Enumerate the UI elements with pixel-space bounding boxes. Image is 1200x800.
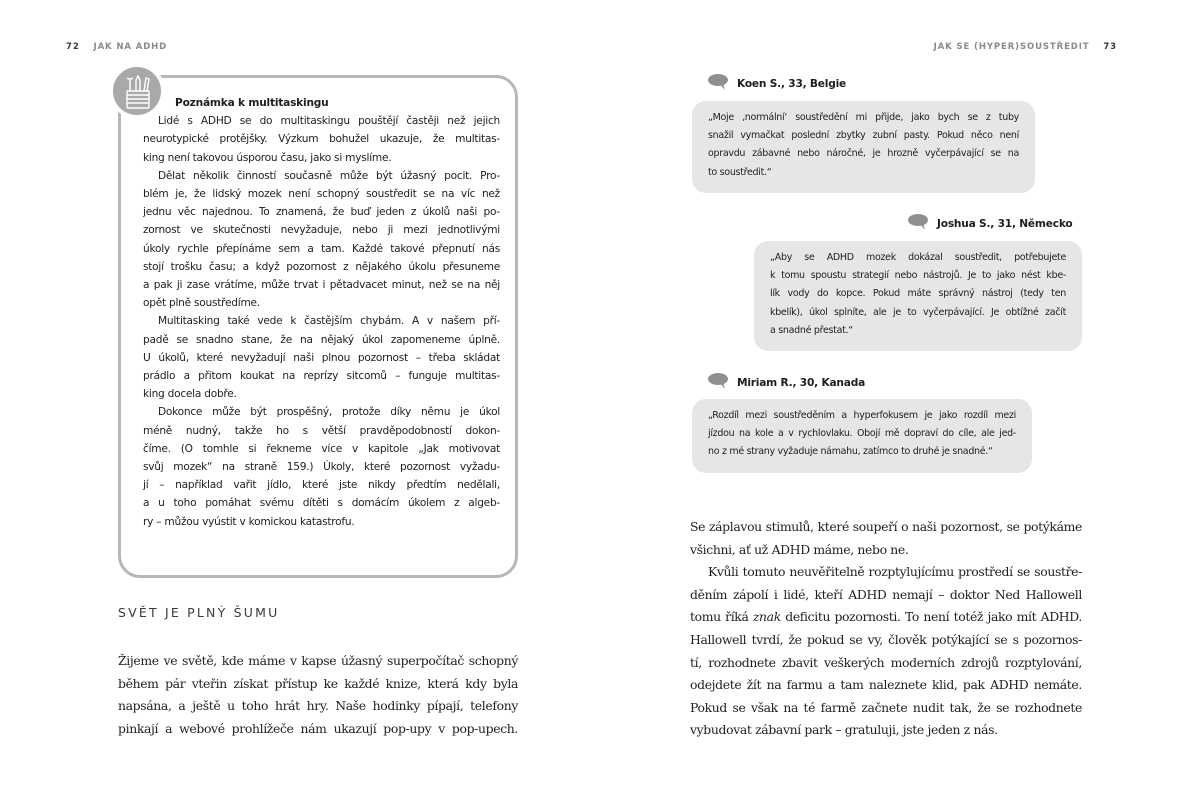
- text-line: úkoly rychle přepínáme sem a tam. Každé takové přepnutí nás: [143, 242, 500, 255]
- note-paragraph: [143, 403, 500, 530]
- running-head-left: [66, 42, 167, 52]
- quote-author: Joshua S., 31, Německo: [937, 218, 1073, 230]
- text-line: king není takovou úsporou času, jako si myslíme.: [143, 151, 392, 164]
- running-head-right: [934, 42, 1117, 52]
- text-line: děním zápolí i lidé, kteří ADHD nemají – doktor Ned Hallowell: [690, 586, 1082, 602]
- text-line: kbelík), úkol splníte, ale je to vyčerpávající. Je obtížné začít: [770, 306, 1066, 318]
- text-line: jízdou na kole a v rychlovlaku. Obojí mě dopraví do cíle, ale jed-: [708, 428, 1016, 440]
- emphasized-word: znak: [752, 609, 781, 625]
- chapter-title: JAK NA ADHD: [93, 42, 168, 52]
- text-line: Kvůli tomuto neuvěřitelně rozptylujícímu prostředí se soustře-: [708, 564, 1082, 580]
- text-line: číme. (O tomhle si řekneme více v kapitole „Jak motivovat: [143, 442, 500, 455]
- text-line: a pak ji zase vrátíme, může trvat i pětadvacet minut, než se na něj: [143, 279, 500, 292]
- speech-bubble-icon: [708, 74, 730, 90]
- text-line: snažil vymačkat poslední zbytky zubní pasty. Pokud něco není: [708, 130, 1019, 142]
- quote-box: [692, 399, 1032, 473]
- quote-author: Miriam R., 30, Kanada: [737, 377, 866, 389]
- quote-box: [754, 241, 1082, 351]
- quote-box: [692, 101, 1035, 193]
- text-line: to soustředit.“: [708, 166, 772, 178]
- text-line: napsána, a ještě u toho hrát hry. Naše hodinky pípají, telefony: [118, 698, 518, 714]
- text-line: Multitasking také vede k častějším chybám. A v našem pří-: [158, 315, 500, 328]
- text-line: Lidé s ADHD se do multitaskingu pouštějí častěji než jejich: [158, 115, 500, 128]
- text-line: padě se snadno stane, že na nějaký úkol zapomeneme úplně.: [143, 333, 500, 346]
- text-line: Se záplavou stimulů, které soupeří o naši pozornost, se potýkáme: [690, 519, 1082, 534]
- text-line: méně nudný, takže ho s větší pravděpodobností dokon-: [143, 424, 500, 437]
- page-number: 73: [1103, 42, 1117, 52]
- text-span: tomu říká: [690, 609, 753, 625]
- text-line: všichni, ať už ADHD máme, nebo ne.: [690, 541, 909, 557]
- note-title: Poznámka k multitaskingu: [175, 97, 329, 109]
- text-line: k tomu spoustu strategií nebo nástrojů. Je to jako nést kbe-: [770, 270, 1066, 282]
- text-line: Žijeme ve světě, kde máme v kapse úžasný superpočítač schopný: [118, 653, 518, 668]
- speech-bubble-icon: [908, 214, 930, 230]
- text-line: „Moje ‚normální‘ soustředění mi přijde, jako bych se z tuby: [708, 112, 1019, 123]
- text-line: prádlo a přitom koukat na reprízy sitcomů – funguje multitas-: [143, 370, 500, 383]
- text-span: deficitu pozornosti. To není totéž jako mít ADHD.: [780, 609, 1082, 625]
- text-line: pinkají a webové prohlížeče nám ukazují pop-upy v pop-upech.: [118, 720, 518, 736]
- text-line: jí – například vařit jídlo, které jste nikdy předtím nedělali,: [143, 479, 500, 492]
- chapter-title: JAK SE (HYPER)SOUSTŘEDIT: [933, 42, 1090, 52]
- text-line: a u toho pomáhat svému dítěti s domácím úkolem z algeb-: [143, 497, 500, 510]
- text-line: opravdu zábavné nebo náročné, je hrozně vyčerpávající se na: [708, 148, 1019, 160]
- text-line: opět plně soustředíme.: [143, 297, 260, 310]
- text-line: ry – můžou vyústit v komickou katastrofu.: [143, 515, 355, 528]
- speech-bubble-icon: [708, 373, 730, 389]
- body-paragraph: [118, 650, 518, 740]
- text-line: vybudovat zábavní park – gratuluji, jste jeden z nás.: [690, 722, 998, 738]
- note-paragraph: [143, 312, 500, 403]
- page-number: 72: [66, 42, 80, 52]
- text-line: „Aby se ADHD mozek dokázal soustředit, potřebujete: [770, 252, 1066, 263]
- text-line: zornost ve skutečnosti nevyžaduje, nebo ji mezi jednotlivými: [143, 224, 500, 237]
- text-line: lík vody do kopce. Pokud máte správný nástroj (tedy ten: [770, 288, 1066, 300]
- text-line: a snadné přestat.“: [770, 324, 853, 336]
- text-line: Hallowell tvrdí, že pokud se vy, člověk potýkající se s pozornos-: [690, 631, 1082, 647]
- note-content: [143, 94, 500, 531]
- text-line: blém je, že lidský mozek není schopný soustředit se na víc než: [143, 188, 500, 201]
- text-line: neurotypické protějšky. Výzkum bohužel ukazuje, že multitas-: [143, 133, 500, 146]
- note-paragraph: [143, 167, 500, 313]
- text-line: [690, 606, 1082, 629]
- text-line: „Rozdíl mezi soustředěním a hyperfokusem je jako rozdíl mezi: [708, 410, 1016, 421]
- body-text: [690, 516, 1082, 742]
- text-line: U úkolů, které nevyžadují naši plnou pozornost – třeba skládat: [143, 351, 500, 364]
- text-line: během pár vteřin získat přístup ke každé knize, která kdy byla: [118, 675, 518, 691]
- text-line: Dělat několik činností současně může být úžasný pocit. Pro-: [158, 169, 500, 182]
- text-line: king docela dobře.: [143, 388, 237, 401]
- text-line: Pokud se však na té farmě začnete nudit tak, že se rozhodnete: [690, 699, 1082, 715]
- note-paragraph: [143, 112, 500, 167]
- text-line: odejdete žít na farmu a tam naleznete klid, pak ADHD nemáte.: [690, 677, 1082, 693]
- quote-author: Koen S., 33, Belgie: [737, 78, 847, 90]
- text-line: jednu věc najednou. To znamená, že buď jeden z úkolů naši po-: [143, 206, 500, 219]
- text-line: no z mé strany vyžaduje námahu, zatímco to druhé je snadné.“: [708, 446, 993, 458]
- text-line: stojí trošku času; a když pozornost z nějakého úkolu přesuneme: [143, 260, 500, 273]
- section-heading: SVĚT JE PLNÝ ŠUMU: [118, 605, 280, 620]
- text-line: Dokonce může být prospěšný, protože díky němu je úkol: [158, 406, 500, 419]
- text-line: tí, rozhodnete zbavit veškerých moderních zdrojů rozptylování,: [690, 654, 1082, 670]
- text-line: svůj mozek“ na straně 159.) Úkoly, které pozornost vyžadu-: [143, 461, 500, 474]
